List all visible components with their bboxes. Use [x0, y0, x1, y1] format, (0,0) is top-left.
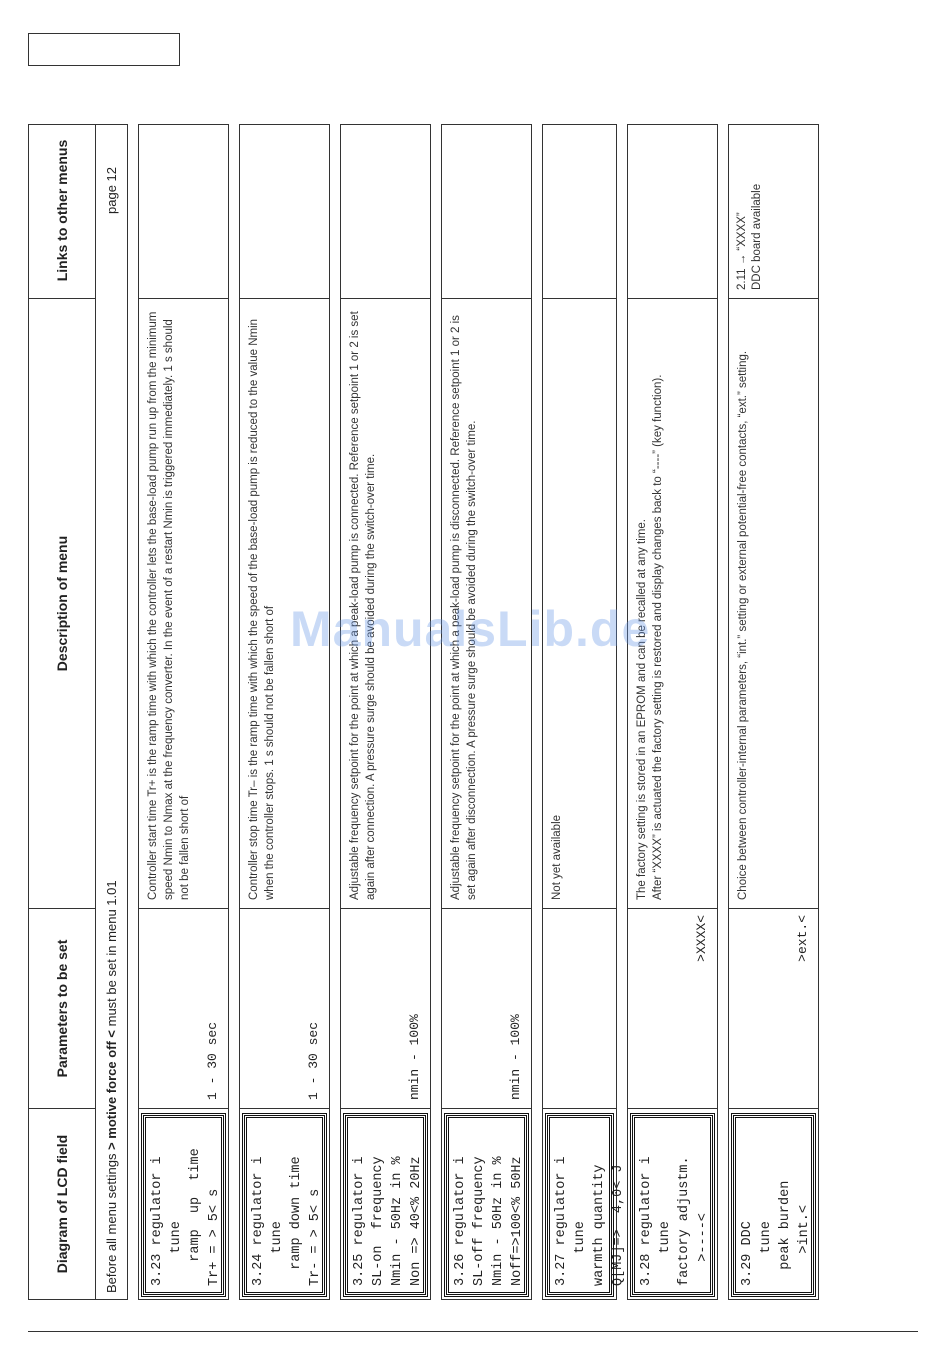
links-cell [341, 123, 430, 299]
param-cell [442, 909, 531, 1109]
page-number-box [28, 33, 180, 66]
menu-description: Adjustable frequency setpoint for the point at which a peak-load pump is connected. Reference setpoint 1 or 2 is set again after connection. A pressure surge should be avoided during the switch-over time. [349, 311, 377, 900]
table-row [340, 124, 431, 1300]
lcd-display: 3.24 regulator i tune ramp down time Tr- = > 5< s [244, 1115, 325, 1295]
links-cell [628, 123, 717, 299]
description-cell [139, 299, 228, 909]
param-cell [139, 909, 228, 1109]
table-note [96, 124, 128, 1300]
lcd-display: 3.27 regulator i tune warmth quantity Q[MJ]=> 4,0< J [547, 1115, 612, 1295]
description-cell [729, 299, 818, 909]
parameter-value: >XXXX< [694, 915, 709, 962]
links-cell [442, 123, 531, 299]
links-cell [543, 123, 616, 299]
menu-description: Not yet available [551, 814, 563, 900]
lcd-cell [240, 1109, 329, 1299]
menu-description: Controller stop time Tr– is the ramp time with which the speed of the base-load pump is reduced to the value Nmin when the controller stops. 1 s should not be fallen short of [248, 318, 276, 900]
lcd-cell [628, 1109, 717, 1299]
param-cell [729, 909, 818, 1109]
note-text [104, 880, 119, 1293]
links-cell [240, 123, 329, 299]
parameter-value: nmin - 100% [407, 1014, 422, 1100]
header-links: Links to other menus [29, 123, 95, 299]
lcd-display: 3.28 regulator i tune factory adjustm. >----< [632, 1115, 713, 1295]
menu-table [28, 124, 826, 1300]
lcd-cell [543, 1109, 626, 1299]
header-lcd-diagram: Diagram of LCD field [53, 1134, 70, 1274]
menu-description: Controller start time Tr+ is the ramp time with which the controller lets the base-load pump run up from the minimum speed Nmin to Nmax at the frequency converter. In the event of a restart Nmin is triggered immediately. 1 s should not be fallen short of [147, 311, 191, 900]
parameter-value: nmin - 100% [508, 1014, 523, 1100]
note-post: must be set in menu 1.01 [104, 880, 119, 1030]
menu-description: Adjustable frequency setpoint for the point at which a peak-load pump is disconnected. Reference setpoint 1 or 2 is set again after disconnection. A pressure surge should be avoided during the switch-over time. [450, 315, 478, 900]
param-cell [628, 909, 717, 1109]
links-cell [139, 123, 228, 299]
lcd-cell [139, 1109, 228, 1299]
note-pre: Before all menu settings [104, 1149, 119, 1293]
footer-rule [28, 1331, 918, 1332]
table-row [441, 124, 532, 1300]
table-row [138, 124, 229, 1300]
lcd-cell [442, 1109, 531, 1299]
table-row [542, 124, 626, 1300]
lcd-display: 3.25 regulator i SL-on frequency Nmin - 50Hz in % Non => 40<% 20Hz [345, 1115, 426, 1295]
param-cell [240, 909, 329, 1109]
menu-description: Choice between controller-internal parameters, “int.” setting or external potential-free contacts, “ext.” setting. [737, 350, 749, 900]
table-header [28, 124, 96, 1300]
note-bold: > motive force off < [104, 1030, 119, 1150]
lcd-display: 3.23 regulator i tune ramp up time Tr+ = > 5< s [143, 1115, 224, 1295]
lcd-cell [729, 1109, 818, 1299]
param-cell [341, 909, 430, 1109]
note-page-link: page 12 [104, 167, 119, 214]
param-cell [543, 909, 616, 1109]
header-description: Description of menu [29, 299, 95, 909]
lcd-display: 3.26 regulator i SL-off frequency Nmin - 50Hz in % Noff=>100<% 50Hz [446, 1115, 527, 1295]
table-row [728, 124, 819, 1300]
menu-description: The factory setting is stored in an EPROM and can be recalled at any time. After “XXXX” is actuated the factory setting is restored and display changes back to “----” (key function). [636, 374, 664, 900]
watermark: ManualsLib.de [290, 601, 651, 657]
links-cell [729, 123, 818, 299]
parameter-value: >ext.< [795, 915, 810, 962]
table-row [627, 124, 718, 1300]
parameter-value: 1 - 30 sec [205, 1021, 220, 1100]
lcd-display: 3.29 DDC tune peak burden >int.< [733, 1115, 814, 1295]
menu-link: 2.11 → “XXXX” DDC board available [736, 183, 763, 290]
header-parameters: Parameters to be set [29, 909, 95, 1109]
lcd-cell [341, 1109, 430, 1299]
parameter-value: 1 - 30 sec [306, 1021, 321, 1100]
table-row [239, 124, 330, 1300]
